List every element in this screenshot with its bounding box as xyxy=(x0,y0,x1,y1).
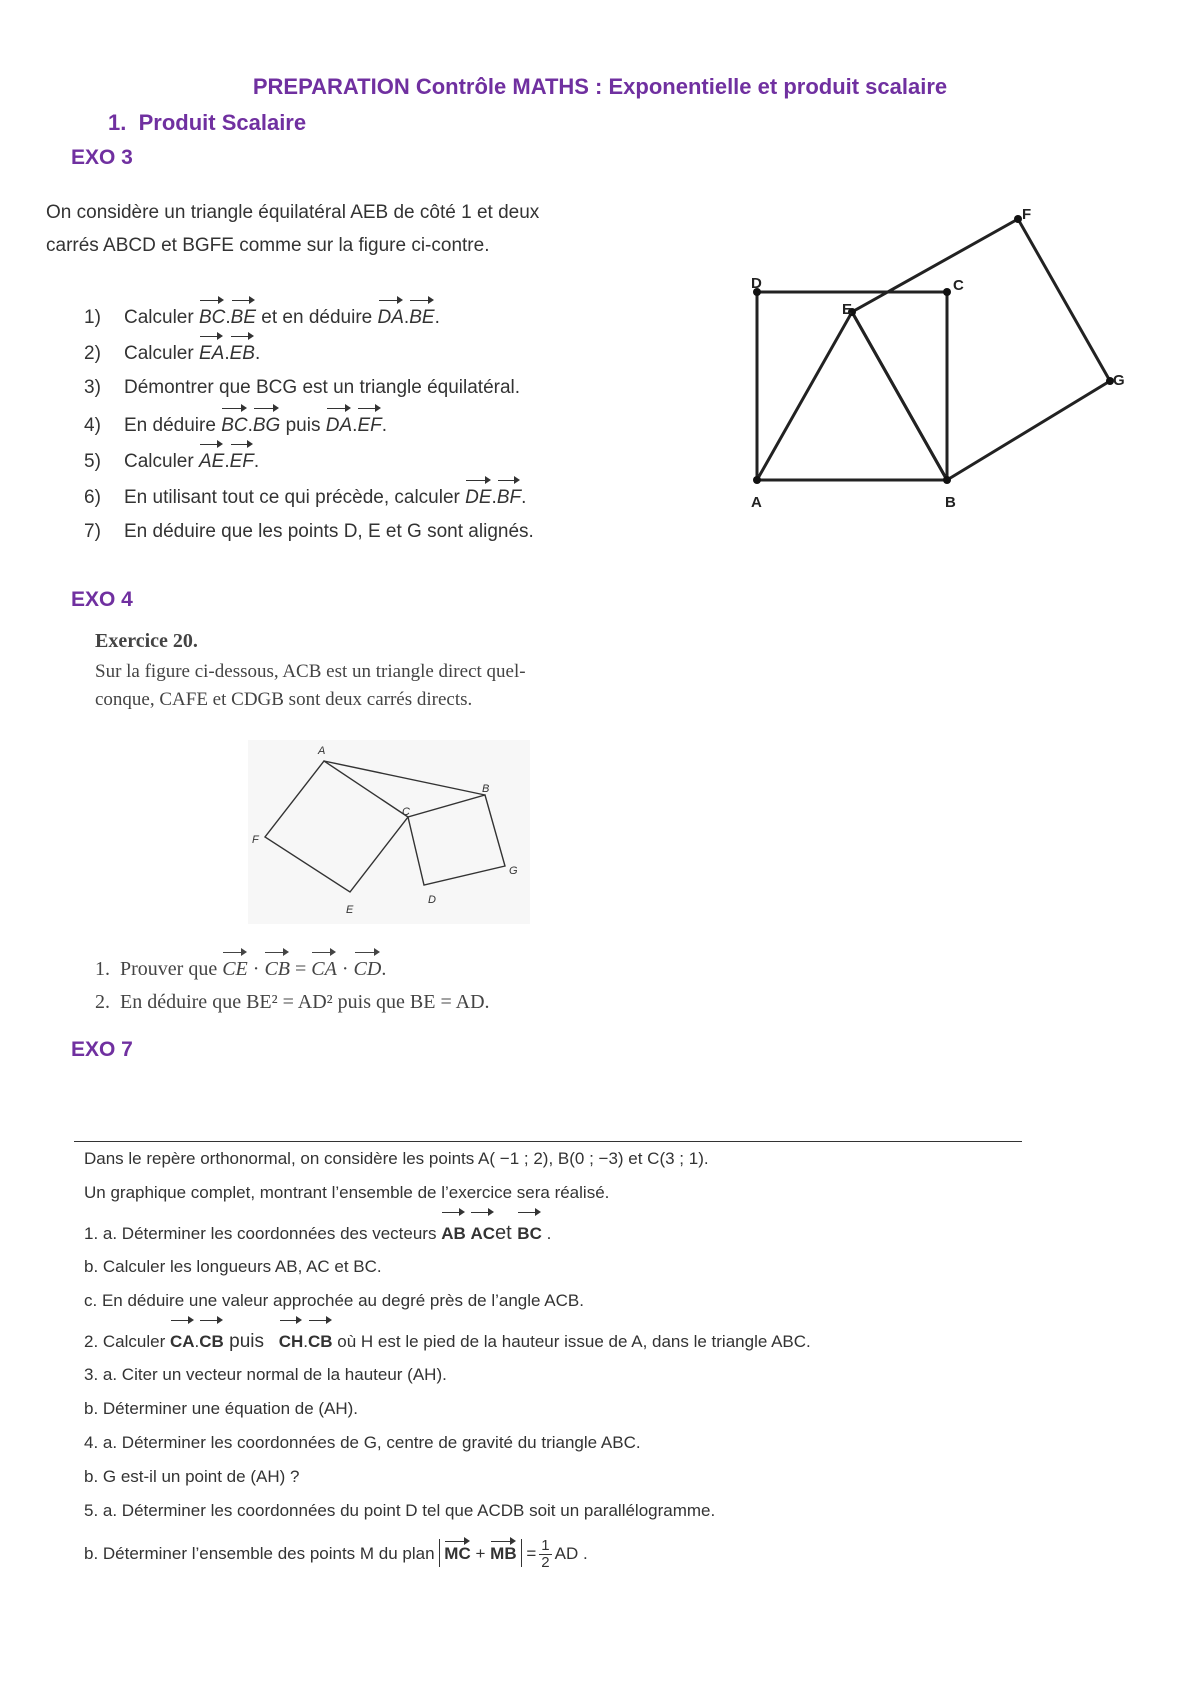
exercise-title: Exercice 20. xyxy=(95,630,198,652)
exo3-intro-line: carrés ABCD et BGFE comme sur la figure ci-contre. xyxy=(46,235,490,256)
exo7-line: 4. a. Déterminer les coordonnées de G, centre de gravité du triangle ABC. xyxy=(84,1433,641,1452)
exo4-statement-line: conque, CAFE et CDGB sont deux carrés directs. xyxy=(95,689,473,710)
exo3-intro-line: On considère un triangle équilatéral AEB de côté 1 et deux xyxy=(46,202,540,223)
document-title: PREPARATION Contrôle MATHS : Exponentielle et produit scalaire xyxy=(252,74,948,99)
vector: EA xyxy=(199,334,224,372)
vector: CB xyxy=(264,950,290,987)
vector: AE xyxy=(199,442,224,480)
vector: CA xyxy=(170,1318,195,1364)
square-bgfe xyxy=(852,219,1110,480)
section-heading xyxy=(108,110,306,136)
vector: BE xyxy=(409,298,434,336)
exo3-heading: EXO 3 xyxy=(71,146,133,169)
vector: BG xyxy=(253,406,280,444)
exo7-line: Dans le repère orthonormal, on considère les points A( −1 ; 2), B(0 ; −3) et C(3 ; 1). xyxy=(84,1149,709,1168)
exo4-question: 2. En déduire que BE² = AD² puis que BE = AD. xyxy=(95,991,490,1013)
exo4-statement-line: Sur la figure ci-dessous, ACB est un triangle direct quel- xyxy=(95,661,526,682)
section-number: 1. xyxy=(108,110,127,135)
exo4-question-list xyxy=(95,950,490,1020)
vector: CB xyxy=(199,1318,224,1364)
vector: EF xyxy=(230,442,254,480)
exo7-line: b. Déterminer une équation de (AH). xyxy=(84,1399,359,1418)
vector: BC xyxy=(517,1210,542,1256)
vector: DE xyxy=(465,478,491,516)
exo7-line: b. Déterminer l’ensemble des points M du plan MC + MB = $\frac{1}{2}$ AD . xyxy=(84,1537,588,1572)
vector: CB xyxy=(308,1318,333,1364)
vector: CE xyxy=(222,950,248,987)
vector: MC xyxy=(444,1539,470,1567)
exo7-line: b. Calculer les longueurs AB, AC et BC. xyxy=(84,1257,382,1276)
square-abcd xyxy=(757,292,947,480)
vector: AB xyxy=(441,1210,466,1256)
exo7-line: c. En déduire une valeur approchée au degré près de l’angle ACB. xyxy=(84,1291,584,1310)
vector: DA xyxy=(378,298,404,336)
vector: BF xyxy=(497,478,521,516)
label-g: G xyxy=(509,865,518,877)
exo3-question: 6) En utilisant tout ce qui précède, calculer DE.BF. xyxy=(84,478,644,514)
exo3-question-list xyxy=(84,298,644,550)
label-f: F xyxy=(1022,206,1032,223)
exo3-question: 2) Calculer EA.EB. xyxy=(84,334,644,370)
exo7-line: 1. a. Déterminer les coordonnées des vecteurs AB ACet BC . xyxy=(84,1210,1044,1250)
label-c: C xyxy=(402,806,410,818)
exo3-intro xyxy=(46,196,646,262)
exo4-figure xyxy=(248,740,530,924)
triangle-aeb xyxy=(757,312,947,480)
vector: BE xyxy=(231,298,256,336)
fraction: $\frac{1}{2}$ xyxy=(541,1537,550,1572)
vector: AC xyxy=(470,1210,495,1256)
exo4-question: 1. Prouver que CE · CB = CA · CD. xyxy=(95,950,490,985)
point-b xyxy=(943,476,951,484)
point-a xyxy=(753,476,761,484)
vector: BC xyxy=(199,298,225,336)
vector: BC xyxy=(221,406,247,444)
exo3-question: 3) Démontrer que BCG est un triangle équilatéral. xyxy=(84,377,521,398)
vector: EF xyxy=(357,406,381,444)
exo4-statement xyxy=(95,658,695,714)
label-d: D xyxy=(751,275,762,292)
label-b: B xyxy=(945,494,956,511)
label-g: G xyxy=(1113,372,1125,389)
vector-norm: MC + MB xyxy=(439,1539,521,1567)
exo3-figure xyxy=(740,200,1140,520)
vector: MB xyxy=(490,1539,516,1567)
vector: DA xyxy=(326,406,352,444)
exo3-question: 7) En déduire que les points D, E et G sont alignés. xyxy=(84,521,534,542)
point-f xyxy=(1014,215,1022,223)
exo4-heading: EXO 4 xyxy=(71,588,133,611)
exo7-line: Un graphique complet, montrant l’ensemble de l’exercice sera réalisé. xyxy=(84,1183,610,1202)
label-c: C xyxy=(953,277,964,294)
label-b: B xyxy=(482,783,490,795)
figure-background xyxy=(248,740,530,924)
exo3-question: 4) En déduire BC.BG puis DA.EF. xyxy=(84,406,644,442)
label-e: E xyxy=(346,904,354,916)
exo7-line: 5. a. Déterminer les coordonnées du point D tel que ACDB soit un parallélogramme. xyxy=(84,1501,716,1520)
point-c xyxy=(943,288,951,296)
vector: EB xyxy=(230,334,255,372)
label-e: E xyxy=(842,301,853,318)
label-f: F xyxy=(252,834,259,846)
exo3-question: 5) Calculer AE.EF. xyxy=(84,442,644,478)
exo7-heading: EXO 7 xyxy=(71,1038,133,1061)
exo7-line: b. G est-il un point de (AH) ? xyxy=(84,1467,300,1486)
vector: CH xyxy=(279,1318,304,1364)
label-a: A xyxy=(751,494,762,511)
exo7-line: 2. Calculer CA.CB puis CH.CB où H est le pied de la hauteur issue de A, dans le triangle ABC. xyxy=(84,1318,1044,1358)
vector: CD xyxy=(354,950,382,987)
section-title: Produit Scalaire xyxy=(138,110,307,135)
vector: CA xyxy=(311,950,337,987)
exo7-line: 3. a. Citer un vecteur normal de la hauteur (AH). xyxy=(84,1365,447,1384)
exo3-question: 1) Calculer BC.BE et en déduire DA.BE. xyxy=(84,298,644,334)
label-d: D xyxy=(428,894,436,906)
label-a: A xyxy=(318,745,326,757)
exo7-question-list xyxy=(84,1142,1044,1580)
